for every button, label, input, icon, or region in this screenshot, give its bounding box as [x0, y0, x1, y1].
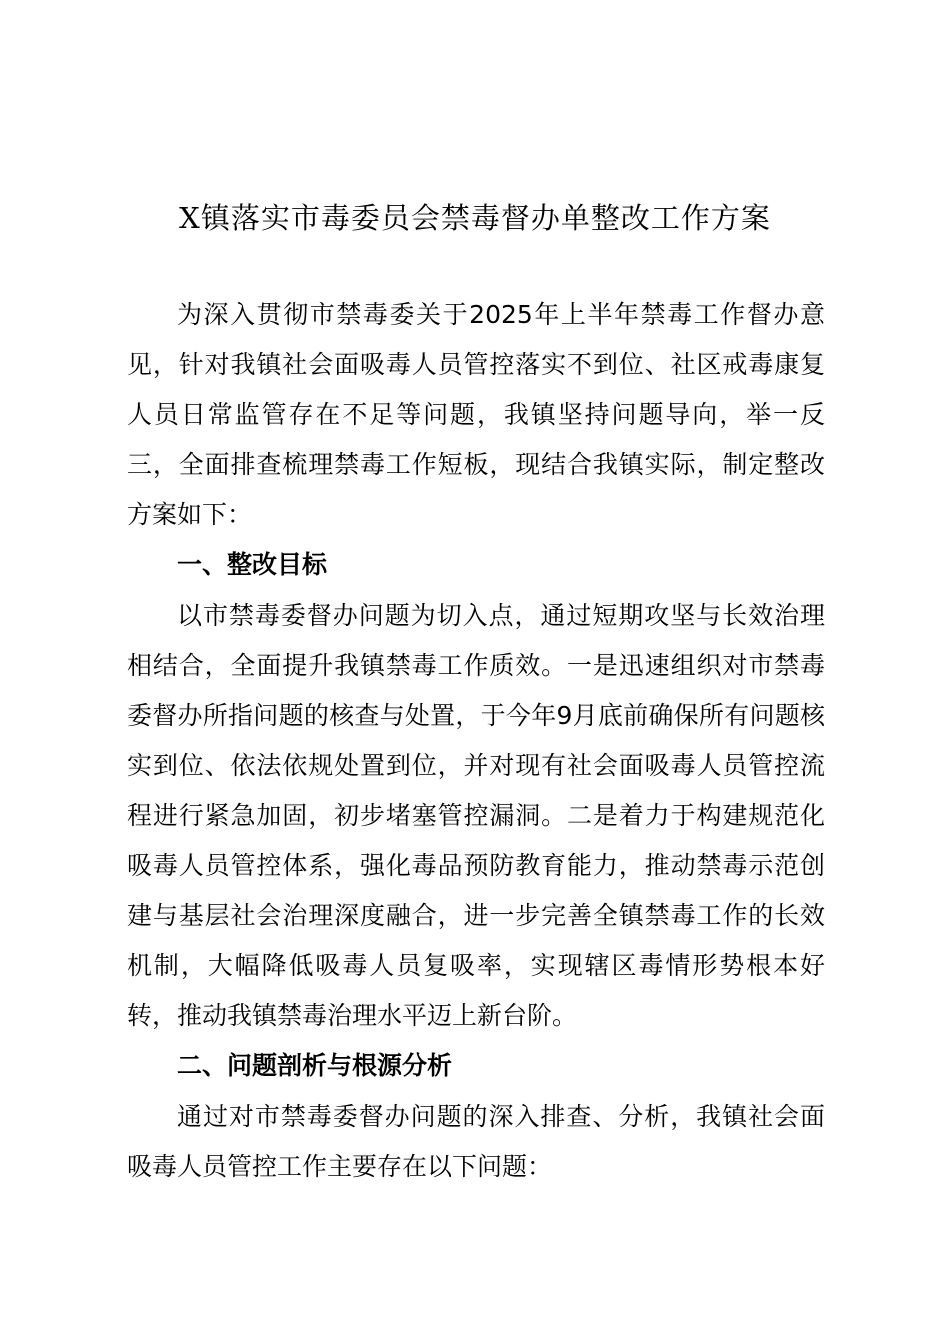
goals-paragraph: 以市禁毒委督办问题为切入点，通过短期攻坚与长效治理相结合，全面提升我镇禁毒工作质效。一是迅速组织对市禁毒委督办所指问题的核查与处置，于今年9月底前确保所有问题核实到位、依法依规处置到位，并对现有社会面吸毒人员管控流程进行紧急加固，初步堵塞管控漏洞。二是着力于构建规范化吸毒人员管控体系，强化毒品预防教育能力，推动禁毒示范创建与基层社会治理深度融合，进一步完善全镇禁毒工作的长效机制，大幅降低吸毒人员复吸率，实现辖区毒情形势根本好转，推动我镇禁毒治理水平迈上新台阶。 [127, 600, 825, 1031]
section-heading-analysis: 二、问题剖析与根源分析 [177, 1051, 453, 1081]
analysis-paragraph: 通过对市禁毒委督办问题的深入排查、分析，我镇社会面吸毒人员管控工作主要存在以下问题： [127, 1101, 825, 1181]
intro-paragraph: 为深入贯彻市禁毒委关于2025年上半年禁毒工作督办意见，针对我镇社会面吸毒人员管控落实不到位、社区戒毒康复人员日常监管存在不足等问题，我镇坚持问题导向，举一反三，全面排查梳理禁毒工作短板，现结合我镇实际，制定整改方案如下： [127, 300, 825, 530]
document-title: X镇落实市毒委员会禁毒督办单整改工作方案 [179, 201, 771, 235]
document-body [127, 290, 825, 1192]
section-heading-goals: 一、整改目标 [177, 550, 328, 580]
